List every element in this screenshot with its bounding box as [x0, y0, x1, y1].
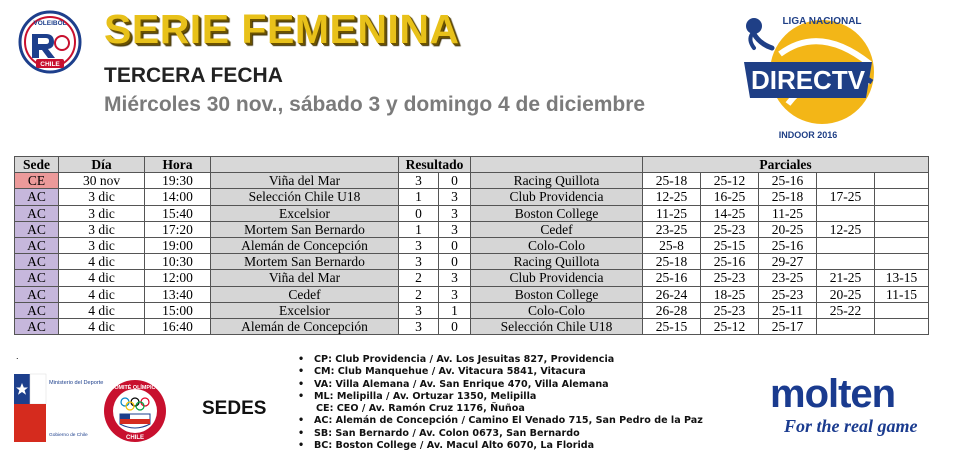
away-score-cell: 3 — [439, 270, 471, 286]
partial-set-cell: 25-16 — [701, 254, 759, 270]
partial-set-cell: 25-16 — [643, 270, 701, 286]
table-header-row — [15, 157, 929, 173]
away-score-cell: 3 — [439, 189, 471, 205]
partial-set-cell: 25-23 — [701, 302, 759, 318]
venue-item — [298, 428, 703, 440]
bullet-icon: • — [298, 440, 305, 452]
svg-text:LIGA NACIONAL: LIGA NACIONAL — [782, 16, 862, 27]
time-cell: 14:00 — [145, 189, 211, 205]
partial-set-cell: 23-25 — [643, 221, 701, 237]
away-score-cell: 0 — [439, 173, 471, 189]
bullet-icon: • — [298, 415, 305, 427]
away-team-cell: Club Providencia — [471, 189, 643, 205]
time-cell: 16:40 — [145, 318, 211, 334]
partial-set-cell — [875, 237, 929, 253]
partial-set-cell: 16-25 — [701, 189, 759, 205]
sede-cell: AC — [15, 205, 59, 221]
day-cell: 4 dic — [59, 254, 145, 270]
comite-olimpico-logo — [102, 378, 168, 444]
partial-set-cell — [817, 173, 875, 189]
partial-set-cell: 25-15 — [643, 318, 701, 334]
table-row — [15, 221, 929, 237]
partial-set-cell: 25-18 — [643, 254, 701, 270]
header-parciales: Parciales — [643, 157, 929, 173]
partial-set-cell: 25-18 — [759, 189, 817, 205]
header-dia: Día — [59, 157, 145, 173]
home-score-cell: 1 — [399, 221, 439, 237]
header-resultado: Resultado — [399, 157, 471, 173]
partial-set-cell: 25-23 — [701, 221, 759, 237]
home-team-cell: Selección Chile U18 — [211, 189, 399, 205]
sede-cell: CE — [15, 173, 59, 189]
away-score-cell: 0 — [439, 318, 471, 334]
day-cell: 4 dic — [59, 270, 145, 286]
header-sede: Sede — [15, 157, 59, 173]
partial-set-cell — [875, 173, 929, 189]
home-team-cell: Excelsior — [211, 302, 399, 318]
partial-set-cell — [875, 318, 929, 334]
venue-item — [298, 366, 703, 378]
schedule-table — [14, 156, 929, 335]
sede-cell: AC — [15, 254, 59, 270]
home-team-cell: Mortem San Bernardo — [211, 254, 399, 270]
venue-item — [298, 415, 703, 427]
table-row — [15, 302, 929, 318]
partial-set-cell: 25-22 — [817, 302, 875, 318]
day-cell: 4 dic — [59, 318, 145, 334]
home-team-cell: Alemán de Concepción — [211, 237, 399, 253]
partial-set-cell: 25-8 — [643, 237, 701, 253]
venue-text: CM: Club Manquehue / Av. Vitacura 5841, Vitacura — [314, 366, 586, 378]
home-score-cell: 3 — [399, 237, 439, 253]
home-score-cell: 3 — [399, 254, 439, 270]
svg-text:DIRECTV: DIRECTV — [750, 65, 866, 95]
sedes-label: SEDES — [202, 398, 267, 419]
away-team-cell: Racing Quillota — [471, 173, 643, 189]
home-team-cell: Alemán de Concepción — [211, 318, 399, 334]
header-visita — [471, 157, 643, 173]
partial-set-cell: 20-25 — [817, 286, 875, 302]
day-cell: 3 dic — [59, 221, 145, 237]
time-cell: 12:00 — [145, 270, 211, 286]
table-row — [15, 189, 929, 205]
home-score-cell: 3 — [399, 318, 439, 334]
away-score-cell: 3 — [439, 221, 471, 237]
molten-wordmark: molten — [770, 372, 896, 416]
home-team-cell: Viña del Mar — [211, 270, 399, 286]
bullet-icon: • — [298, 366, 305, 378]
table-row — [15, 205, 929, 221]
ministerio-deporte-logo — [14, 374, 104, 442]
partial-set-cell: 11-25 — [759, 205, 817, 221]
partial-set-cell: 21-25 — [817, 270, 875, 286]
venue-list — [298, 354, 703, 452]
away-score-cell: 3 — [439, 205, 471, 221]
day-cell: 4 dic — [59, 302, 145, 318]
partial-set-cell: 26-28 — [643, 302, 701, 318]
time-cell: 15:40 — [145, 205, 211, 221]
sede-cell: AC — [15, 237, 59, 253]
partial-set-cell: 23-25 — [759, 270, 817, 286]
venue-text: SB: San Bernardo / Av. Colon 0673, San Bernardo — [314, 427, 580, 439]
away-team-cell: Club Providencia — [471, 270, 643, 286]
partial-set-cell: 25-15 — [701, 237, 759, 253]
partial-set-cell: 25-16 — [759, 173, 817, 189]
bullet-icon: • — [298, 390, 305, 402]
partial-set-cell — [875, 189, 929, 205]
svg-text:VOLEIBOL: VOLEIBOL — [33, 20, 67, 27]
time-cell: 19:00 — [145, 237, 211, 253]
day-cell: 30 nov — [59, 173, 145, 189]
partial-set-cell — [817, 318, 875, 334]
home-score-cell: 2 — [399, 270, 439, 286]
fevochi-logo — [12, 10, 88, 74]
partial-set-cell: 25-17 — [759, 318, 817, 334]
venue-text: VA: Villa Alemana / Av. San Enrique 470, Villa Alemana — [314, 378, 609, 390]
away-team-cell: Colo-Colo — [471, 302, 643, 318]
page-title: SERIE FEMENINA — [104, 6, 460, 52]
partial-set-cell: 14-25 — [701, 205, 759, 221]
table-row — [15, 173, 929, 189]
partial-set-cell — [875, 221, 929, 237]
partial-set-cell — [817, 254, 875, 270]
away-score-cell: 1 — [439, 302, 471, 318]
away-score-cell: 3 — [439, 286, 471, 302]
liga-directv-logo — [730, 4, 886, 146]
header-local — [211, 157, 399, 173]
away-team-cell: Colo-Colo — [471, 237, 643, 253]
away-team-cell: Boston College — [471, 286, 643, 302]
home-score-cell: 1 — [399, 189, 439, 205]
partial-set-cell: 20-25 — [759, 221, 817, 237]
home-score-cell: 3 — [399, 173, 439, 189]
venue-text: CP: Club Providencia / Av. Los Jesuitas 827, Providencia — [314, 354, 615, 365]
away-score-cell: 0 — [439, 254, 471, 270]
round-subtitle: TERCERA FECHA — [104, 64, 283, 87]
svg-text:CHILE: CHILE — [126, 435, 144, 441]
partial-set-cell: 18-25 — [701, 286, 759, 302]
away-team-cell: Selección Chile U18 — [471, 318, 643, 334]
partial-set-cell: 25-18 — [643, 173, 701, 189]
partial-set-cell: 13-15 — [875, 270, 929, 286]
partial-set-cell — [875, 205, 929, 221]
home-team-cell: Mortem San Bernardo — [211, 221, 399, 237]
venue-text: BC: Boston College / Av. Macul Alto 6070, La Florida — [314, 440, 595, 452]
table-row — [15, 237, 929, 253]
bullet-icon: • — [298, 427, 305, 439]
partial-set-cell — [817, 237, 875, 253]
away-score-cell: 0 — [439, 237, 471, 253]
venue-item — [298, 440, 703, 452]
partial-set-cell: 25-23 — [701, 270, 759, 286]
home-team-cell: Excelsior — [211, 205, 399, 221]
header-hora: Hora — [145, 157, 211, 173]
molten-tagline: For the real game — [784, 416, 918, 436]
away-team-cell: Boston College — [471, 205, 643, 221]
venue-text: CE: CEO / Av. Ramón Cruz 1176, Ñuñoa — [316, 403, 525, 415]
dates-line: Miércoles 30 nov., sábado 3 y domingo 4 de diciembre — [104, 93, 646, 116]
venue-text: AC: Alemán de Concepción / Camino El Venado 715, San Pedro de la Paz — [314, 415, 703, 427]
day-cell: 3 dic — [59, 205, 145, 221]
sede-cell: AC — [15, 189, 59, 205]
home-score-cell: 2 — [399, 286, 439, 302]
svg-text:Ministerio del Deporte: Ministerio del Deporte — [49, 380, 104, 386]
time-cell: 17:20 — [145, 221, 211, 237]
partial-set-cell — [817, 205, 875, 221]
partial-set-cell: 25-11 — [759, 302, 817, 318]
partial-set-cell: 25-23 — [759, 286, 817, 302]
home-team-cell: Cedef — [211, 286, 399, 302]
venue-item — [298, 354, 703, 366]
time-cell: 13:40 — [145, 286, 211, 302]
partial-set-cell: 17-25 — [817, 189, 875, 205]
svg-text:CHILE: CHILE — [40, 61, 60, 68]
home-team-cell: Viña del Mar — [211, 173, 399, 189]
sede-cell: AC — [15, 318, 59, 334]
partial-set-cell: 25-12 — [701, 318, 759, 334]
partial-set-cell: 11-25 — [643, 205, 701, 221]
table-row — [15, 318, 929, 334]
table-row — [15, 254, 929, 270]
home-score-cell: 3 — [399, 302, 439, 318]
day-cell: 3 dic — [59, 189, 145, 205]
day-cell: 4 dic — [59, 286, 145, 302]
partial-set-cell: 25-16 — [759, 237, 817, 253]
time-cell: 19:30 — [145, 173, 211, 189]
svg-text:COMITÉ OLÍMPICO: COMITÉ OLÍMPICO — [110, 385, 160, 391]
partial-set-cell: 12-25 — [817, 221, 875, 237]
partial-set-cell: 29-27 — [759, 254, 817, 270]
sede-cell: AC — [15, 286, 59, 302]
time-cell: 15:00 — [145, 302, 211, 318]
molten-logo — [770, 372, 950, 442]
partial-set-cell: 11-15 — [875, 286, 929, 302]
partial-set-cell: 25-12 — [701, 173, 759, 189]
sede-cell: AC — [15, 221, 59, 237]
sede-cell: AC — [15, 270, 59, 286]
venue-item — [298, 391, 703, 403]
dot-mark: . — [16, 351, 19, 361]
venue-text: ML: Melipilla / Av. Ortuzar 1350, Melipilla — [314, 390, 537, 402]
partial-set-cell — [875, 254, 929, 270]
sede-cell: AC — [15, 302, 59, 318]
bullet-icon: • — [298, 354, 305, 365]
venue-item — [298, 403, 703, 415]
partial-set-cell: 26-24 — [643, 286, 701, 302]
home-score-cell: 0 — [399, 205, 439, 221]
away-team-cell: Racing Quillota — [471, 254, 643, 270]
venue-item — [298, 379, 703, 391]
partial-set-cell — [875, 302, 929, 318]
away-team-cell: Cedef — [471, 221, 643, 237]
svg-text:INDOOR 2016: INDOOR 2016 — [778, 130, 838, 140]
table-row — [15, 286, 929, 302]
day-cell: 3 dic — [59, 237, 145, 253]
partial-set-cell: 12-25 — [643, 189, 701, 205]
time-cell: 10:30 — [145, 254, 211, 270]
bullet-icon: • — [298, 378, 305, 390]
table-row — [15, 270, 929, 286]
svg-text:Gobierno de Chile: Gobierno de Chile — [49, 433, 88, 438]
